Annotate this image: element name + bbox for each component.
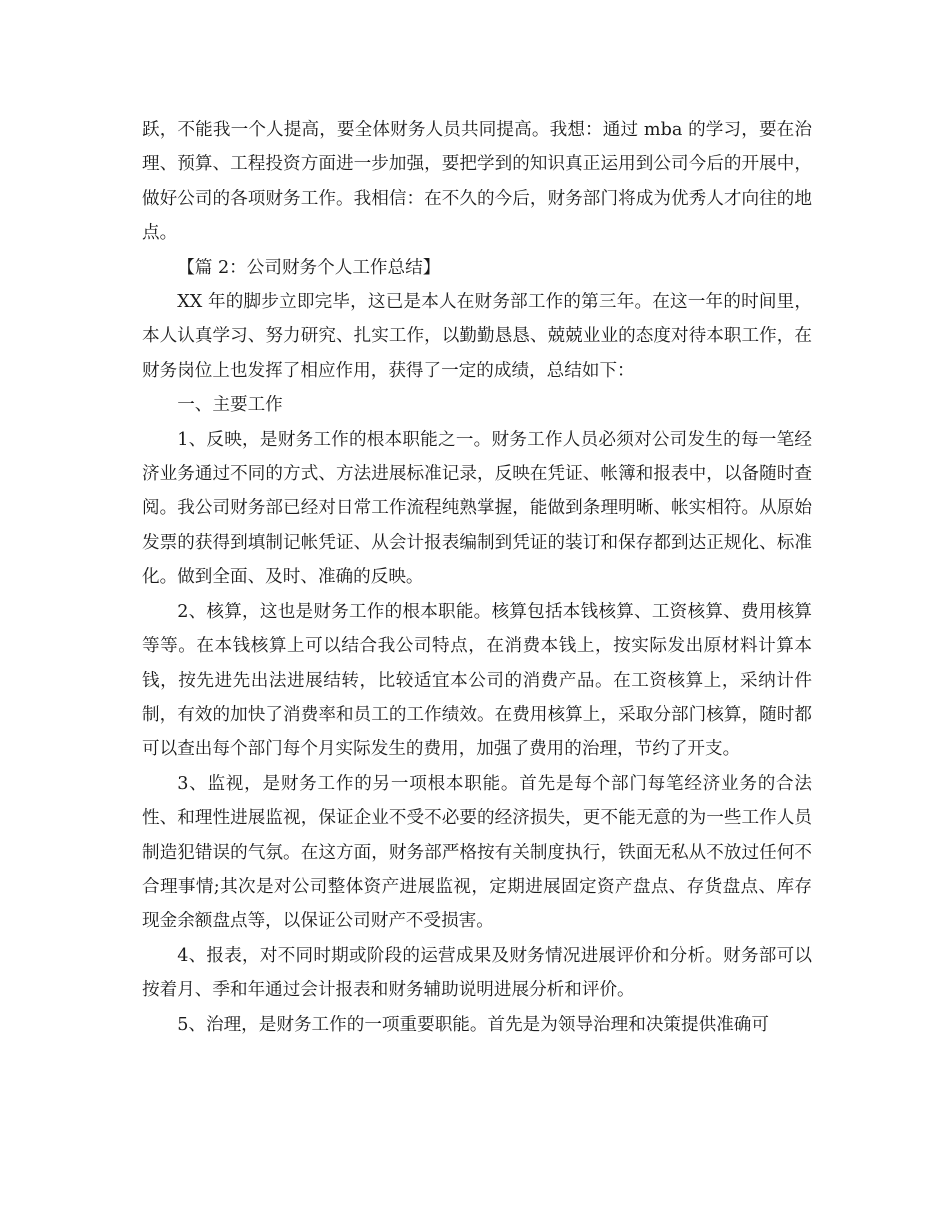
document-body (142, 113, 812, 1042)
item-paragraph: 3、监视，是财务工作的另一项根本职能。首先是每个部门每笔经济业务的合法性、和理性进展监视，保证企业不受不必要的经济损失，更不能无意的为一些工作人员制造犯错误的气氛。在这方面，财务部严格按有关制度执行，铁面无私从不放过任何不合理事情;其次是对公司整体资产进展监视，定期进展固定资产盘点、存货盘点、库存现金余额盘点等，以保证公司财产不受损害。 (142, 773, 812, 932)
subsection-heading: 一、主要工作 (177, 395, 283, 416)
section-heading: 【篇 2：公司财务个人工作总结】 (177, 257, 441, 278)
paragraph-continuation: 跃，不能我一个人提高，要全体财务人员共同提高。我想：通过 mba 的学习，要在治理、预算、工程投资方面进一步加强，要把学到的知识真正运用到公司今后的开展中，做好公司的各项财务工作。我相信：在不久的今后，财务部门将成为优秀人才向往的地点。 (142, 120, 812, 244)
item-paragraph: 2、核算，这也是财务工作的根本职能。核算包括本钱核算、工资核算、费用核算等等。在本钱核算上可以结合我公司特点，在消费本钱上，按实际发出原材料计算本钱，按先进先出法进展结转，比较适宜本公司的消费产品。在工资核算上，采纳计件制，有效的加快了消费率和员工的工作绩效。在费用核算上，采取分部门核算，随时都可以查出每个部门每个月实际发生的费用，加强了费用的治理，节约了开支。 (142, 601, 812, 760)
intro-paragraph: XX 年的脚步立即完毕，这已是本人在财务部工作的第三年。在这一年的时间里，本人认真学习、努力研究、扎实工作，以勤勤恳恳、兢兢业业的态度对待本职工作，在财务岗位上也发挥了相应作用，获得了一定的成绩，总结如下： (142, 292, 812, 381)
item-paragraph: 1、反映，是财务工作的根本职能之一。财务工作人员必须对公司发生的每一笔经济业务通过不同的方式、方法进展标准记录，反映在凭证、帐簿和报表中，以备随时查阅。我公司财务部已经对日常工作流程纯熟掌握，能做到条理明晰、帐实相符。从原始发票的获得到填制记帐凭证、从会计报表编制到凭证的装订和保存都到达正规化、标准化。做到全面、及时、准确的反映。 (142, 429, 812, 588)
item-paragraph: 5、治理，是财务工作的一项重要职能。首先是为领导治理和决策提供准确可 (177, 1014, 769, 1035)
item-paragraph: 4、报表，对不同时期或阶段的运营成果及财务情况进展评价和分析。财务部可以按着月、季和年通过会计报表和财务辅助说明进展分析和评价。 (142, 945, 812, 1001)
